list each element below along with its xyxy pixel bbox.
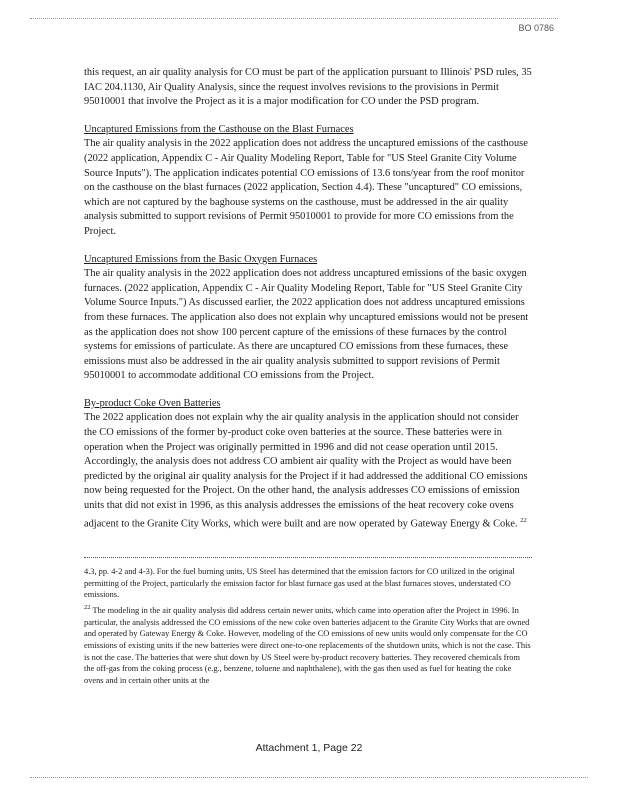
footnote-22: [84, 602, 532, 687]
section-text: The air quality analysis in the 2022 application does not address the uncaptured emissions of the casthouse (2022 application, Appendix C - Air Quality Modeling Report, Table for "US Steel Granite City Volume Source Inputs"). The application indicates potential CO emissions of 13.6 tons/year from the roof monitor on the casthouse on the blast furnaces (2022 application, Section 4.4). These "uncaptured" CO emissions, which are not captured by the baghouse systems on the casthouse, must be addressed in the air quality analysis submitted to support revisions of Permit 95010001 to provide for more CO emissions from the Project.: [84, 138, 528, 237]
section-casthouse: [84, 123, 532, 240]
section-coke-ovens: [84, 397, 532, 532]
section-heading: Uncaptured Emissions from the Casthouse on the Blast Furnaces: [84, 123, 354, 135]
section-bof: [84, 253, 532, 384]
footnotes: [84, 566, 532, 688]
page-code: BO 0786: [518, 23, 554, 33]
footnote-continuation: 4.3, pp. 4-2 and 4-3). For the fuel burning units, US Steel has determined that the emission factors for CO utilized in the original permitting of the Project, particularly the emission factor for blast furnace gas used at the blast furnaces stoves, understated CO emissions.: [84, 567, 515, 600]
footnote-reference: 22: [520, 516, 527, 524]
footnote-divider: [84, 557, 532, 558]
scan-edge-bottom: [30, 777, 588, 778]
section-text: The 2022 application does not explain why the air quality analysis in the application should not consider the CO emissions of the former by-product coke oven batteries at the source. These batteries were in operation when the Project was originally permitted in 1996 and did not cease operation until 2015. Accordingly, the analysis does not address CO ambient air quality with the Project as would have been predicted by the original air quality analysis for the Project if it had addressed the additional CO emissions now being requested for the Project. On the other hand, the analysis addresses CO emissions of emission units that did not exist in 1996, as this analysis addresses the emissions of the heat recovery coke ovens adjacent to the Granite City Works, which were built and are now operated by Gateway Energy & Coke.: [84, 412, 528, 530]
footnote-marker: 22: [84, 604, 91, 612]
body-text: [84, 66, 532, 545]
footnote-text: The modeling in the air quality analysis did address certain newer units, which came into operation after the Project in 1996. In particular, the analysis addressed the CO emissions of the new coke oven batteries adjacent to the Granite City Works that are owned and operated by Gateway Energy & Coke. However, modeling of the CO emissions of new units would only compensate for the CO emissions of existing units if the new batteries were direct one-to-one replacements of the shutdown units, which is not the case. This is not the case. The batteries that were shut down by US Steel were by-product recovery batteries. They recovered chemicals from the off-gas from the coking process (e.g., benzene, toluene and naphthalene), with the gas then used as fuel for heating the coke ovens and in certain other units at the: [84, 605, 531, 686]
scan-edge-top: [30, 18, 558, 19]
page-footer: Attachment 1, Page 22: [255, 742, 363, 754]
section-text: The air quality analysis in the 2022 application does not address uncaptured emissions of the basic oxygen furnaces. (2022 application, Appendix C - Air Quality Modeling Report, Table for "US Steel Granite City Volume Source Inputs.") As discussed earlier, the 2022 application does not address uncaptured emissions from these furnaces. The application also does not explain why uncaptured emissions would not be present as the application does not show 100 percent capture of the emissions of these furnaces by the control systems for emissions of particulate. As there are uncaptured CO emissions from these furnaces, these emissions must also be addressed in the air quality analysis submitted to support revisions of Permit 95010001 to accommodate additional CO emissions from the Project.: [84, 268, 529, 382]
section-heading: Uncaptured Emissions from the Basic Oxygen Furnaces: [84, 253, 318, 265]
intro-paragraph: this request, an air quality analysis for CO must be part of the application pursuant to Illinois' PSD rules, 35 IAC 204.1130, Air Quality Analysis, since the request involves revisions to the provisions in Permit 95010001 that involve the Project as it is a major modification for CO under the PSD program.: [84, 67, 532, 108]
section-heading: By-product Coke Oven Batteries: [84, 397, 221, 409]
